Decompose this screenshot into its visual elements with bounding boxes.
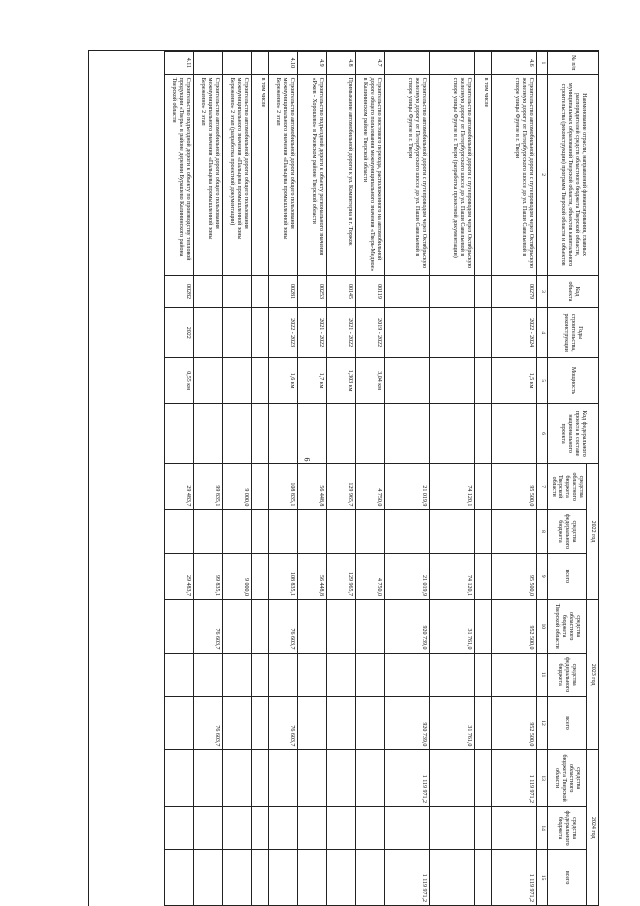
rotated-table-container (89, 51, 599, 906)
federal-2024-cell (326, 806, 355, 849)
header-federal-code: Код федерального проекта в составе национального проекта (547, 404, 598, 464)
object-name-cell: Примыкание автомобильной дороги к ул. Коминтерна в г. Торжок (326, 74, 355, 275)
object-code-cell: 00281 (268, 275, 297, 308)
federal-project-code-cell (491, 404, 536, 464)
federal-2024-cell (297, 806, 326, 849)
regional-2023-cell (164, 599, 193, 653)
row-number-cell (429, 52, 474, 75)
regional-2024-cell (251, 750, 268, 807)
regional-2022-cell: 108 835,1 (268, 463, 297, 509)
table-row (164, 52, 193, 906)
federal-2024-cell (429, 806, 474, 849)
federal-2024-cell (251, 806, 268, 849)
federal-2023-cell (222, 653, 251, 696)
row-number-cell (251, 52, 268, 75)
construction-period-cell (251, 308, 268, 357)
header-total: всего (547, 696, 586, 750)
federal-2024-cell (474, 806, 491, 849)
object-code-cell (474, 275, 491, 308)
regional-2023-cell: 920 739,0 (384, 599, 429, 653)
regional-2022-cell: 4 750,0 (355, 463, 384, 509)
total-2024-cell (268, 850, 297, 906)
federal-2023-cell (164, 653, 193, 696)
regional-2022-cell: 74 120,1 (429, 463, 474, 509)
total-2022-cell (474, 553, 491, 599)
document-sheet (88, 50, 599, 906)
regional-2024-cell (326, 750, 355, 807)
object-name-cell: Строительство автомобильной дороги общего пользования межмуниципального значения «Пальцева промышленной зоны Береженно» 2 этап (разработка проектной документации) (222, 74, 251, 275)
header-regional: средства областного бюджета Тверской области (547, 599, 586, 653)
row-number-cell: 4.10 (268, 52, 297, 75)
total-2024-cell (164, 850, 193, 906)
total-2022-cell: 95 500,0 (491, 553, 536, 599)
regional-2024-cell (164, 750, 193, 807)
federal-2024-cell (268, 806, 297, 849)
federal-project-code-cell (474, 404, 491, 464)
object-code-cell: 00145 (326, 275, 355, 308)
header-name: Наименование отрасли, направлений финансирования, главных распорядителей средств областного бюджета Тверской области, муниципальных образований Тверской области, объектов капитального строительства (реконструкции) программ Тверской области и объектов (547, 74, 598, 275)
regional-2022-cell: 95 500,0 (491, 463, 536, 509)
federal-2022-cell (268, 510, 297, 553)
federal-2022-cell (251, 510, 268, 553)
federal-2023-cell (326, 653, 355, 696)
total-2024-cell (222, 850, 251, 906)
total-2023-cell: 952 500,0 (491, 696, 536, 750)
federal-2023-cell (268, 653, 297, 696)
capacity-cell (193, 357, 222, 403)
column-number: 12 (536, 696, 547, 750)
total-2022-cell: 9 000,0 (222, 553, 251, 599)
federal-2023-cell (384, 653, 429, 696)
total-2022-cell: 4 750,0 (355, 553, 384, 599)
total-2023-cell (222, 696, 251, 750)
object-name-cell: Строительство автомобильной дороги с путепроводом через Октябрьскую железную дорогу от Петербургского шоссе до ул. Паши Савельевой в створе улицы Фрунзе в г. Твери (491, 74, 536, 275)
row-number-cell (384, 52, 429, 75)
federal-2024-cell (164, 806, 193, 849)
table-row (429, 52, 474, 906)
total-2024-cell (474, 850, 491, 906)
federal-2023-cell (474, 653, 491, 696)
object-name-cell: в том числе (251, 74, 268, 275)
construction-period-cell (429, 308, 474, 357)
construction-period-cell (222, 308, 251, 357)
total-2023-cell: 76 603,7 (193, 696, 222, 750)
row-number-cell (193, 52, 222, 75)
total-2024-cell (326, 850, 355, 906)
table-body (164, 52, 536, 906)
column-number: 4 (536, 308, 547, 357)
regional-2024-cell (429, 750, 474, 807)
table-row (491, 52, 536, 906)
total-2022-cell: 74 120,1 (429, 553, 474, 599)
construction-period-cell (193, 308, 222, 357)
regional-2023-cell: 76 603,7 (193, 599, 222, 653)
federal-2022-cell (193, 510, 222, 553)
object-name-cell: Строительство автомобильной дороги общего пользования межмуниципального значения «Пальцева промышленной зоны Береженно» 2 этап (193, 74, 222, 275)
federal-2022-cell (384, 510, 429, 553)
total-2024-cell (429, 850, 474, 906)
federal-project-code-cell (429, 404, 474, 464)
capacity-cell (251, 357, 268, 403)
object-code-cell (251, 275, 268, 308)
object-code-cell (193, 275, 222, 308)
federal-2022-cell (429, 510, 474, 553)
object-name-cell: Строительство подъездной дороги к объекту регионального значения «Ржев - Хорошево» в Ржевском районе Тверской области (297, 74, 326, 275)
total-2022-cell: 21 019,9 (384, 553, 429, 599)
federal-project-code-cell (164, 404, 193, 464)
object-name-cell: Строительство автомобильной дороги с путепроводом через Октябрьскую железную дорогу от Петербургского шоссе до ул. Паши Савельевой в створе улицы Фрунзе в г. Твери (разработка проектной документации) (429, 74, 474, 275)
column-number: 6 (536, 404, 547, 464)
regional-2022-cell: 129 965,7 (326, 463, 355, 509)
header-total: всего (547, 850, 586, 906)
total-2023-cell (164, 696, 193, 750)
federal-2023-cell (193, 653, 222, 696)
regional-2023-cell (251, 599, 268, 653)
table-row (251, 52, 268, 906)
total-2024-cell (251, 850, 268, 906)
object-code-cell: 00279 (491, 275, 536, 308)
header-no: № п/п (547, 52, 598, 75)
regional-2024-cell: 1 119 971,2 (491, 750, 536, 807)
capacity-cell (222, 357, 251, 403)
federal-2023-cell (429, 653, 474, 696)
federal-project-code-cell (222, 404, 251, 464)
regional-2022-cell: 9 000,0 (222, 463, 251, 509)
column-number: 15 (536, 850, 547, 906)
column-number: 14 (536, 806, 547, 849)
financing-table (164, 51, 599, 906)
header-year-2022: 2022 год (587, 463, 599, 599)
table-row (474, 52, 491, 906)
regional-2023-cell: 31 761,0 (429, 599, 474, 653)
regional-2023-cell: 76 603,7 (268, 599, 297, 653)
object-name-cell: Строительство подъездной дороги к объекту по производству тепловой продукции «Тверь» в районе деревни Бурашево Калининского района Тверской области (164, 74, 193, 275)
object-code-cell (222, 275, 251, 308)
table-row (326, 52, 355, 906)
table-row (384, 52, 429, 906)
total-2024-cell: 1 119 971,2 (384, 850, 429, 906)
federal-project-code-cell (193, 404, 222, 464)
header-regional: средства областного бюджета Тверской области (547, 463, 586, 509)
column-number: 3 (536, 275, 547, 308)
capacity-cell: 1,6 км (268, 357, 297, 403)
regional-2022-cell: 29 483,7 (164, 463, 193, 509)
construction-period-cell (384, 308, 429, 357)
federal-2022-cell (297, 510, 326, 553)
total-2024-cell: 1 119 971,2 (491, 850, 536, 906)
column-number: 5 (536, 357, 547, 403)
header-code: Код объекта (547, 275, 598, 308)
row-number-cell: 4.11 (164, 52, 193, 75)
capacity-cell (384, 357, 429, 403)
column-number: 7 (536, 463, 547, 509)
federal-2023-cell (491, 653, 536, 696)
federal-2022-cell (326, 510, 355, 553)
federal-2024-cell (222, 806, 251, 849)
column-number: 13 (536, 750, 547, 807)
header-regional: средства областного бюджета Тверской области (547, 750, 586, 807)
capacity-cell: 1,303 км (326, 357, 355, 403)
capacity-cell (429, 357, 474, 403)
federal-project-code-cell (384, 404, 429, 464)
total-2024-cell (355, 850, 384, 906)
total-2023-cell (474, 696, 491, 750)
federal-2022-cell (355, 510, 384, 553)
row-number-cell: 4.8 (326, 52, 355, 75)
header-federal: средства федерального бюджета (547, 653, 586, 696)
column-number: 2 (536, 74, 547, 275)
regional-2024-cell (355, 750, 384, 807)
construction-period-cell: 2022 - 2023 (268, 308, 297, 357)
regional-2022-cell (251, 463, 268, 509)
regional-2024-cell: 1 119 971,2 (384, 750, 429, 807)
regional-2024-cell (222, 750, 251, 807)
total-2023-cell: 920 739,0 (384, 696, 429, 750)
federal-2022-cell (222, 510, 251, 553)
column-number: 11 (536, 653, 547, 696)
federal-2022-cell (164, 510, 193, 553)
total-2024-cell (297, 850, 326, 906)
construction-period-cell: 2022 - 2024 (491, 308, 536, 357)
total-2022-cell: 29 483,7 (164, 553, 193, 599)
federal-2023-cell (355, 653, 384, 696)
column-number-row (536, 52, 547, 906)
capacity-cell: 3,04 км (355, 357, 384, 403)
construction-period-cell: 2022 (164, 308, 193, 357)
regional-2022-cell (474, 463, 491, 509)
table-row (297, 52, 326, 906)
federal-project-code-cell (268, 404, 297, 464)
column-number: 10 (536, 599, 547, 653)
regional-2022-cell: 56 448,8 (297, 463, 326, 509)
regional-2024-cell (297, 750, 326, 807)
construction-period-cell: 2019 - 2022 (355, 308, 384, 357)
regional-2023-cell (474, 599, 491, 653)
object-name-cell: Строительство автомобильной дороги общего пользования межмуниципального значения «Пальцева промышленной зоны Береженно» 2 этап (268, 74, 297, 275)
row-number-cell (222, 52, 251, 75)
total-2024-cell (193, 850, 222, 906)
federal-2024-cell (193, 806, 222, 849)
total-2022-cell: 108 835,1 (268, 553, 297, 599)
federal-2024-cell (355, 806, 384, 849)
federal-project-code-cell (251, 404, 268, 464)
capacity-cell: 1,7 км (297, 357, 326, 403)
header-federal: средства федерального бюджета (547, 806, 586, 849)
regional-2022-cell: 99 835,1 (193, 463, 222, 509)
row-number-cell: 4.6 (491, 52, 536, 75)
federal-project-code-cell (326, 404, 355, 464)
total-2022-cell: 56 448,8 (297, 553, 326, 599)
total-2023-cell (326, 696, 355, 750)
total-2023-cell: 76 603,7 (268, 696, 297, 750)
federal-project-code-cell (355, 404, 384, 464)
header-federal: средства федерального бюджета (547, 510, 586, 553)
object-code-cell: 00253 (297, 275, 326, 308)
object-name-cell: в том числе (474, 74, 491, 275)
total-2023-cell (355, 696, 384, 750)
regional-2023-cell (326, 599, 355, 653)
row-number-cell: 4.9 (297, 52, 326, 75)
regional-2023-cell (222, 599, 251, 653)
capacity-cell: 1,5 км (491, 357, 536, 403)
object-name-cell: Строительство мостового перехода, расположенного на автомобильной дороге общего пользования межмуниципального значения «Тверь-Медное» в Калининском районе Тверской области (355, 74, 384, 275)
federal-2023-cell (297, 653, 326, 696)
row-number-cell: 4.7 (355, 52, 384, 75)
regional-2023-cell (355, 599, 384, 653)
total-2022-cell: 99 835,1 (193, 553, 222, 599)
regional-2023-cell (297, 599, 326, 653)
total-2022-cell (251, 553, 268, 599)
capacity-cell: 0,55 км (164, 357, 193, 403)
federal-2024-cell (384, 806, 429, 849)
federal-project-code-cell (297, 404, 326, 464)
construction-period-cell (474, 308, 491, 357)
construction-period-cell: 2021 - 2022 (297, 308, 326, 357)
regional-2022-cell: 21 019,9 (384, 463, 429, 509)
header-period: Годы строительства, реконструкции (547, 308, 598, 357)
regional-2024-cell (268, 750, 297, 807)
table-row (268, 52, 297, 906)
object-code-cell: 00119 (355, 275, 384, 308)
column-number: 8 (536, 510, 547, 553)
federal-2024-cell (491, 806, 536, 849)
header-year-2023: 2023 год (587, 599, 599, 749)
regional-2024-cell (193, 750, 222, 807)
total-2023-cell (297, 696, 326, 750)
column-number: 9 (536, 553, 547, 599)
total-2022-cell: 129 965,7 (326, 553, 355, 599)
header-total: всего (547, 553, 586, 599)
federal-2023-cell (251, 653, 268, 696)
table-row (355, 52, 384, 906)
column-number: 1 (536, 52, 547, 75)
row-number-cell (474, 52, 491, 75)
page-number: 6 (302, 457, 312, 462)
table-row (193, 52, 222, 906)
object-code-cell (429, 275, 474, 308)
object-name-cell: Строительство автомобильной дороги с путепроводом через Октябрьскую железную дорогу от Петербургского шоссе до ул. Паши Савельевой в створе улицы Фрунзе в г. Твери (384, 74, 429, 275)
regional-2024-cell (474, 750, 491, 807)
federal-2022-cell (474, 510, 491, 553)
table-row (222, 52, 251, 906)
object-code-cell (384, 275, 429, 308)
capacity-cell (474, 357, 491, 403)
header-capacity: Мощность (547, 357, 598, 403)
header-year-2024: 2024 год (587, 750, 599, 906)
object-code-cell: 00282 (164, 275, 193, 308)
regional-2023-cell: 952 500,0 (491, 599, 536, 653)
total-2023-cell: 31 761,0 (429, 696, 474, 750)
federal-2022-cell (491, 510, 536, 553)
total-2023-cell (251, 696, 268, 750)
construction-period-cell: 2021 - 2022 (326, 308, 355, 357)
